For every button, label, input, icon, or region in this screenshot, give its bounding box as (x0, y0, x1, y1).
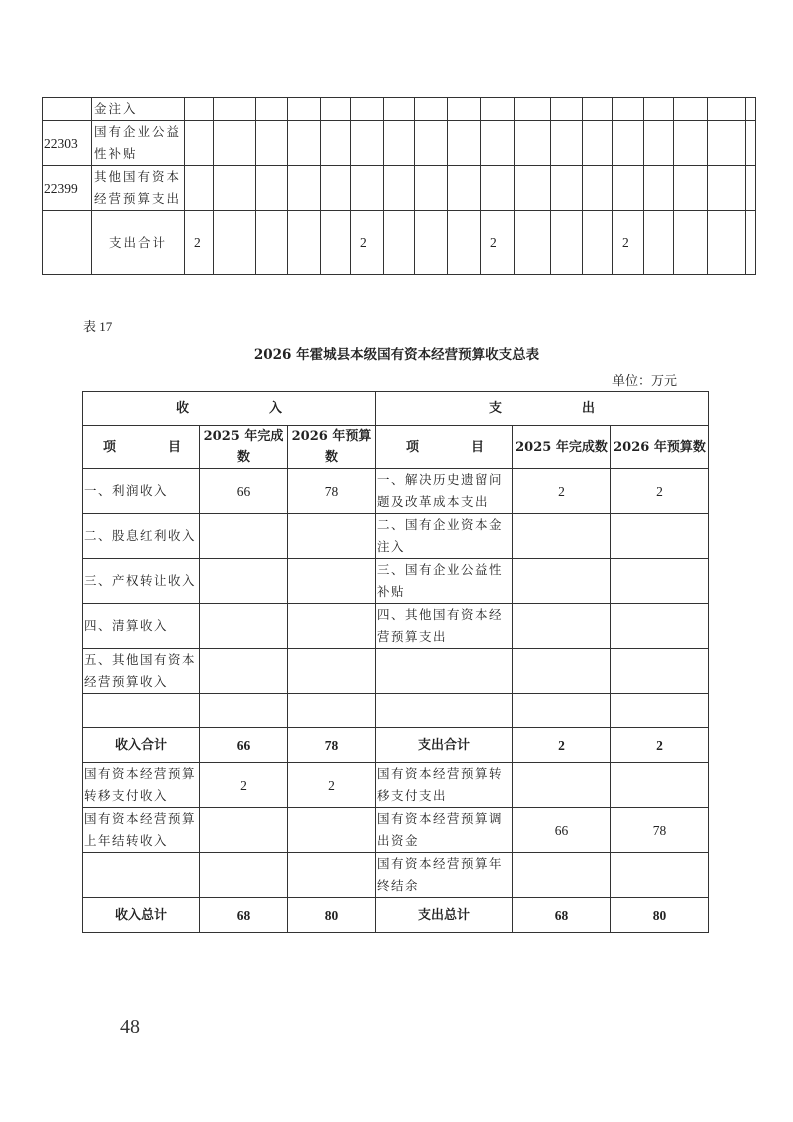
expense-total-2026: 80 (611, 898, 709, 933)
expense-item: 国有资本经营预算调出资金 (376, 808, 513, 853)
expense-detail-table-continued (42, 97, 756, 275)
row-value (708, 121, 746, 166)
row-value (613, 166, 644, 211)
expense-item (376, 649, 513, 694)
row-value (481, 121, 515, 166)
row-value (515, 121, 551, 166)
page-number: 48 (120, 1016, 140, 1038)
row-value (256, 166, 288, 211)
row-value (708, 166, 746, 211)
income-2025-value: 2 (200, 763, 288, 808)
row-value (321, 98, 351, 121)
row-value (415, 98, 448, 121)
expense-2026-value (611, 694, 709, 728)
row-value (674, 121, 708, 166)
row-value (415, 211, 448, 275)
row-value (288, 166, 321, 211)
income-2026-header: 2026 年预算数 (288, 426, 376, 469)
expense-2026-value (611, 514, 709, 559)
row-value (708, 211, 746, 275)
table-number: 表 17 (83, 319, 113, 334)
income-2025-value (200, 514, 288, 559)
row-value: 2 (613, 211, 644, 275)
expense-header-char-1: 支 (488, 401, 502, 416)
income-2026-value (288, 808, 376, 853)
row-name: 支出合计 (92, 211, 185, 275)
row-value (674, 211, 708, 275)
expense-item: 一、解决历史遗留问题及改革成本支出 (376, 469, 513, 514)
income-2025-value (200, 604, 288, 649)
expense-section-header (376, 392, 709, 426)
budget-summary-table (82, 391, 709, 933)
expense-2025-value: 2 (513, 469, 611, 514)
row-value (448, 211, 481, 275)
table-row (83, 694, 709, 728)
expense-item: 四、其他国有资本经营预算支出 (376, 604, 513, 649)
expense-2026-value (611, 853, 709, 898)
expense-2026-value (611, 649, 709, 694)
expense-2025-value: 66 (513, 808, 611, 853)
income-total-2025: 68 (200, 898, 288, 933)
row-value (321, 121, 351, 166)
row-value (515, 166, 551, 211)
row-value (644, 166, 674, 211)
row-value (321, 166, 351, 211)
row-value (185, 98, 214, 121)
row-value (415, 121, 448, 166)
table-row (43, 98, 756, 121)
income-item: 一、利润收入 (83, 469, 200, 514)
income-total-2026: 80 (288, 898, 376, 933)
table-row (83, 763, 709, 808)
row-value (746, 98, 756, 121)
income-subtotal-2026: 78 (288, 728, 376, 763)
row-value: 2 (481, 211, 515, 275)
income-section-header (83, 392, 376, 426)
row-name: 国有企业公益性补贴 (92, 121, 185, 166)
row-value (551, 166, 583, 211)
row-value (288, 121, 321, 166)
row-name: 其他国有资本经营预算支出 (92, 166, 185, 211)
expense-2025-value (513, 763, 611, 808)
table-row (83, 808, 709, 853)
income-item (83, 853, 200, 898)
expense-total-2025: 68 (513, 898, 611, 933)
income-2026-value (288, 649, 376, 694)
expense-2025-header: 2025 年完成数 (513, 426, 611, 469)
row-code: 22303 (43, 121, 92, 166)
row-value (481, 166, 515, 211)
income-2025-value (200, 853, 288, 898)
expense-item: 国有资本经营预算转移支付支出 (376, 763, 513, 808)
table-row (43, 211, 756, 275)
expense-item-header (376, 426, 513, 469)
row-value (384, 98, 415, 121)
row-value (644, 211, 674, 275)
expense-2025-value (513, 853, 611, 898)
row-value (185, 121, 214, 166)
row-value (185, 166, 214, 211)
expense-item (376, 694, 513, 728)
expense-2026-value (611, 559, 709, 604)
row-value (551, 211, 583, 275)
row-value: 2 (185, 211, 214, 275)
income-item: 国有资本经营预算转移支付收入 (83, 763, 200, 808)
row-value (214, 211, 256, 275)
income-subtotal-2025: 66 (200, 728, 288, 763)
row-value (288, 98, 321, 121)
expense-2025-value (513, 649, 611, 694)
column-header-row (83, 426, 709, 469)
table-row (43, 166, 756, 211)
expense-2025-value (513, 694, 611, 728)
row-value (746, 121, 756, 166)
income-2025-value (200, 559, 288, 604)
income-header-char-1: 收 (175, 401, 189, 416)
row-value (674, 166, 708, 211)
income-header-char-2: 入 (269, 401, 283, 416)
expense-2026-value: 78 (611, 808, 709, 853)
income-2026-value: 2 (288, 763, 376, 808)
income-item (83, 694, 200, 728)
row-value (583, 211, 613, 275)
row-value (351, 166, 384, 211)
row-value (674, 98, 708, 121)
row-value (351, 121, 384, 166)
row-value (708, 98, 746, 121)
expense-item: 二、国有企业资本金注入 (376, 514, 513, 559)
income-item: 二、股息红利收入 (83, 514, 200, 559)
income-2026-value (288, 604, 376, 649)
row-value (256, 98, 288, 121)
expense-2025-value (513, 604, 611, 649)
row-value (746, 211, 756, 275)
row-value (384, 166, 415, 211)
income-2025-value (200, 649, 288, 694)
row-value (415, 166, 448, 211)
grand-total-row (83, 898, 709, 933)
expense-2026-value (611, 763, 709, 808)
expense-item: 三、国有企业公益性补贴 (376, 559, 513, 604)
income-2026-value (288, 514, 376, 559)
row-value (256, 211, 288, 275)
income-item: 五、其他国有资本经营预算收入 (83, 649, 200, 694)
table-row (83, 853, 709, 898)
item-header-char-1: 项 (406, 439, 420, 455)
expense-total-label: 支出总计 (376, 898, 513, 933)
income-item: 国有资本经营预算上年结转收入 (83, 808, 200, 853)
expense-2025-value (513, 559, 611, 604)
row-value (613, 121, 644, 166)
row-value (256, 121, 288, 166)
table-row (83, 649, 709, 694)
subtotal-row (83, 728, 709, 763)
unit-label: 单位：万元 (612, 374, 678, 389)
income-item: 三、产权转让收入 (83, 559, 200, 604)
row-code (43, 98, 92, 121)
expense-item: 国有资本经营预算年终结余 (376, 853, 513, 898)
row-value (551, 98, 583, 121)
row-name: 金注入 (92, 98, 185, 121)
row-value (644, 121, 674, 166)
row-value (583, 166, 613, 211)
row-value (551, 121, 583, 166)
section-header-row (83, 392, 709, 426)
page-title: 2026 年霍城县本级国有资本经营预算收支总表 (253, 347, 540, 363)
row-value (481, 98, 515, 121)
row-value (583, 98, 613, 121)
item-header-char-1: 项 (103, 439, 117, 455)
income-2025-value (200, 694, 288, 728)
income-2025-value (200, 808, 288, 853)
row-value (746, 166, 756, 211)
table-row (83, 559, 709, 604)
expense-2026-value (611, 604, 709, 649)
income-2026-value (288, 694, 376, 728)
row-value (448, 121, 481, 166)
expense-2025-value (513, 514, 611, 559)
row-value (515, 211, 551, 275)
row-value (613, 98, 644, 121)
income-2026-value (288, 853, 376, 898)
table-row (83, 469, 709, 514)
row-code: 22399 (43, 166, 92, 211)
income-2025-header: 2025 年完成数 (200, 426, 288, 469)
row-value (515, 98, 551, 121)
income-2026-value: 78 (288, 469, 376, 514)
row-value (214, 98, 256, 121)
row-value (384, 121, 415, 166)
row-value (321, 211, 351, 275)
row-value (448, 166, 481, 211)
income-2025-value: 66 (200, 469, 288, 514)
expense-header-char-2: 出 (582, 401, 596, 416)
table-row (83, 514, 709, 559)
row-code (43, 211, 92, 275)
row-value (214, 166, 256, 211)
expense-subtotal-2026: 2 (611, 728, 709, 763)
row-value (214, 121, 256, 166)
income-subtotal-label: 收入合计 (83, 728, 200, 763)
row-value (583, 121, 613, 166)
income-item: 四、清算收入 (83, 604, 200, 649)
income-item-header (83, 426, 200, 469)
item-header-char-2: 目 (470, 439, 484, 455)
table-row (83, 604, 709, 649)
income-total-label: 收入总计 (83, 898, 200, 933)
row-value (448, 98, 481, 121)
row-value (384, 211, 415, 275)
expense-subtotal-label: 支出合计 (376, 728, 513, 763)
income-2026-value (288, 559, 376, 604)
table-row (43, 121, 756, 166)
expense-2026-value: 2 (611, 469, 709, 514)
row-value (288, 211, 321, 275)
expense-subtotal-2025: 2 (513, 728, 611, 763)
row-value (644, 98, 674, 121)
row-value (351, 98, 384, 121)
row-value: 2 (351, 211, 384, 275)
expense-2026-header: 2026 年预算数 (611, 426, 709, 469)
item-header-char-2: 目 (167, 439, 181, 455)
